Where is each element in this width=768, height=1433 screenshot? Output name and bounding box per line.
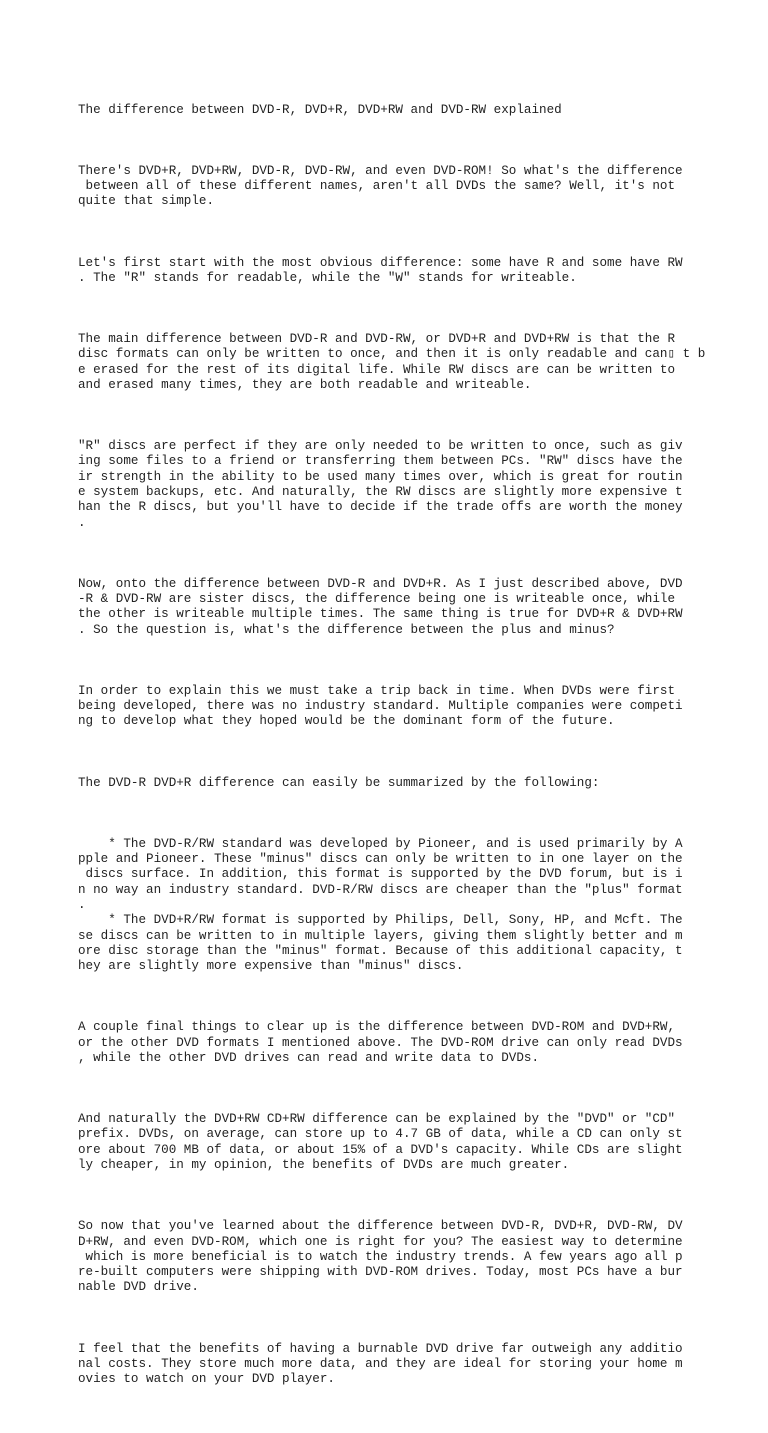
bullet-list: * The DVD-R/RW standard was developed by Pioneer, and is used primarily by A pple and Pioneer. These "minus" discs can only be written to in one layer on the discs surface. In addition, this format is supported by the DVD forum, but is i n no way an industry standard. DVD-R/RW discs are cheaper than the "plus" format . * The DVD+R/RW format is supported by Philips, Dell, Sony, HP, and Mcft. The se discs can be written to in multiple layers, giving them slightly better and m ore disc storage than the "minus" format. Because of this additional capacity, t hey are slightly more expensive than "minus" discs.	[78, 836, 683, 974]
paragraph-summary-intro: The DVD-R DVD+R difference can easily be summarized by the following:	[78, 775, 600, 790]
document-title: The difference between DVD-R, DVD+R, DVD+RW and DVD-RW explained	[78, 102, 562, 117]
paragraph-r-discs-use: "R" discs are perfect if they are only needed to be written to once, such as giv ing some files to a friend or transferring them between PCs. "RW" discs have the ir strength in the ability to be used many times over, which is great for routin e system backups, etc. And naturally, the RW discs are slightly more expensive t han the R discs, but you'll have to decide if the trade offs are worth the money .	[78, 439, 683, 530]
paragraph-dvd-rom: A couple final things to clear up is the difference between DVD-ROM and DVD+RW, or the other DVD formats I mentioned above. The DVD-ROM drive can only read DVDs , while the other DVD drives can read and write data to DVDs.	[78, 1020, 683, 1065]
document-body	[78, 72, 706, 1433]
paragraph-main-difference: The main difference between DVD-R and DVD-RW, or DVD+R and DVD+RW is that the R disc formats can only be written to once, and then it is only readable and can▯ t b e erased for the rest of its digital life. While RW discs are can be written to and erased many times, they are both readable and writeable.	[78, 332, 706, 392]
paragraph-conclusion: I feel that the benefits of having a burnable DVD drive far outweigh any additio nal costs. They store much more data, and they are ideal for storing your home m ovies to watch on your DVD player.	[78, 1341, 683, 1387]
paragraph-minus-vs-plus: Now, onto the difference between DVD-R and DVD+R. As I just described above, DVD -R & DVD-RW are sister discs, the difference being one is writeable once, while the other is writeable multiple times. The same thing is true for DVD+R & DVD+RW . So the question is, what's the difference between the plus and minus?	[78, 576, 683, 637]
paragraph-which-is-right: So now that you've learned about the difference between DVD-R, DVD+R, DVD-RW, DV D+RW, and even DVD-ROM, which one is right for you? The easiest way to determine which is more beneficial is to watch the industry trends. A few years ago all p re-built computers were shipping with DVD-ROM drives. Today, most PCs have a bur nable DVD drive.	[78, 1219, 683, 1295]
paragraph-intro: There's DVD+R, DVD+RW, DVD-R, DVD-RW, and even DVD-ROM! So what's the difference between all of these different names, aren't all DVDs the same? Well, it's not quite that simple.	[78, 163, 683, 209]
paragraph-r-vs-rw: Let's first start with the most obvious difference: some have R and some have RW . The "R" stands for readable, while the "W" stands for writeable.	[78, 255, 683, 285]
paragraph-history: In order to explain this we must take a trip back in time. When DVDs were first being developed, there was no industry standard. Multiple companies were competi ng to develop what they hoped would be the dominant form of the future.	[78, 683, 683, 729]
paragraph-dvd-vs-cd: And naturally the DVD+RW CD+RW difference can be explained by the "DVD" or "CD" prefix. DVDs, on average, can store up to 4.7 GB of data, while a CD can only st ore about 700 MB of data, or about 15% of a DVD's capacity. While CDs are slight ly cheaper, in my opinion, the benefits of DVDs are much greater.	[78, 1112, 683, 1173]
